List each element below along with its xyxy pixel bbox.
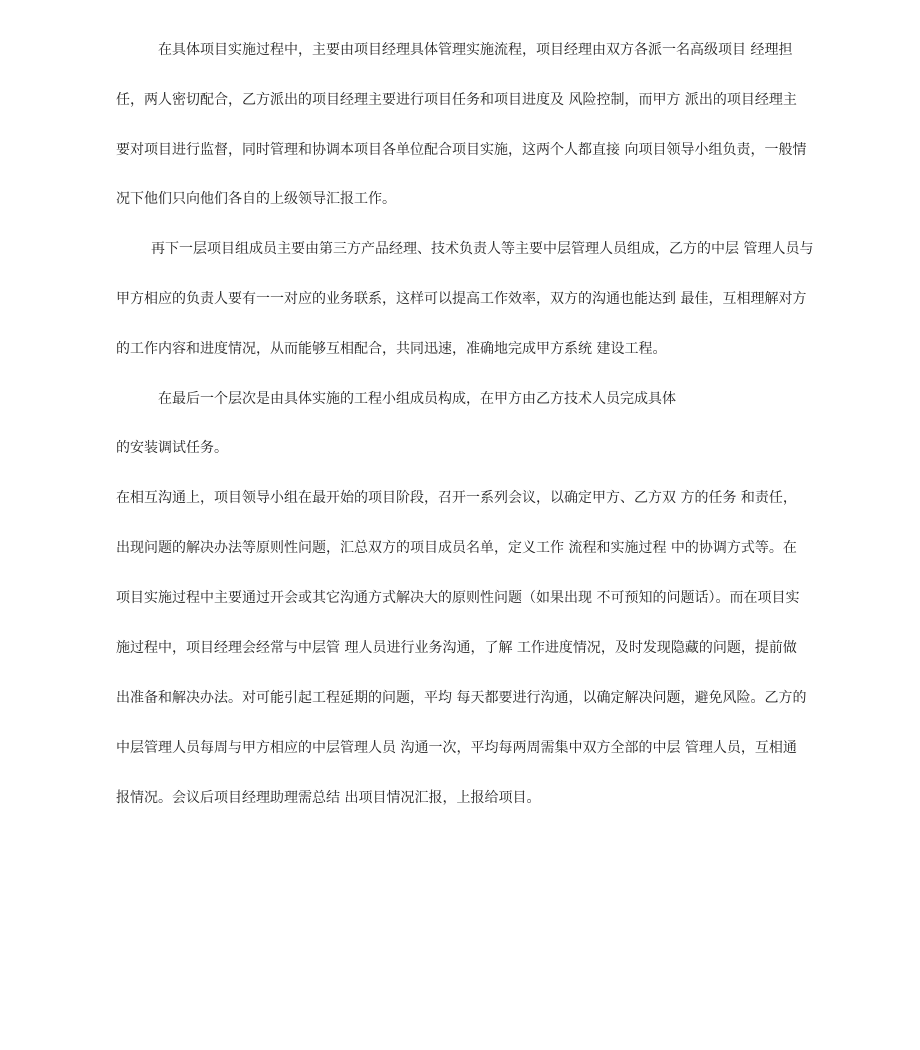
paragraph-1-line-2: 任，两人密切配合，乙方派出的项目经理主要进行项目任务和项目进度及 风险控制，而甲方 派出的项目经理主 (116, 92, 797, 108)
paragraph-4-line-7: 报情况。会议后项目经理助理需总结 出项目情况汇报，上报给项目。 (116, 790, 541, 806)
paragraph-4-line-6: 中层管理人员每周与甲方相应的中层管理人员 沟通一次，平均每两周需集中双方全部的中层 管理人员，互相通 (116, 740, 797, 756)
paragraph-2-line-2: 甲方相应的负责人要有一一对应的业务联系，这样可以提高工作效率，双方的沟通也能达到 最佳，互相理解对方 (116, 291, 807, 307)
paragraph-4-line-5: 出准备和解决办法。对可能引起工程延期的问题，平均 每天都要进行沟通，以确定解决问题，避免风险。乙方的 (116, 690, 807, 706)
paragraph-2-line-1: 再下一层项目组成员主要由第三方产品经理、技术负责人等主要中层管理人员组成，乙方的中层 管理人员与 (151, 241, 814, 257)
paragraph-3-line-1: 在最后一个层次是由具体实施的工程小组成员构成，在甲方由乙方技术人员完成具体 (158, 391, 676, 407)
paragraph-4-line-1: 在相互沟通上，项目领导小组在最开始的项目阶段，召开一系列会议，以确定甲方、乙方双 方的任务 和责任， (116, 490, 797, 506)
paragraph-3-line-2: 的安装调试任务。 (116, 440, 228, 456)
paragraph-4-line-4: 施过程中，项目经理会经常与中层管 理人员进行业务沟通，了解 工作进度情况，及时发现隐藏的问题，提前做 (116, 640, 797, 656)
paragraph-1-line-3: 要对项目进行监督，同时管理和协调本项目各单位配合项目实施，这两个人都直接 向项目领导小组负责，一般情 (116, 142, 807, 158)
paragraph-1-line-1: 在具体项目实施过程中，主要由项目经理具体管理实施流程，项目经理由双方各派一名高级项目 经理担 (158, 42, 793, 58)
paragraph-4-line-2: 出现问题的解决办法等原则性问题，汇总双方的项目成员名单，定义工作 流程和实施过程 中的协调方式等。在 (116, 540, 797, 556)
paragraph-2-line-3: 的工作内容和进度情况，从而能够互相配合，共同迅速，准确地完成甲方系统 建设工程。 (116, 341, 667, 357)
paragraph-4-line-3: 项目实施过程中主要通过开会或其它沟通方式解决大的原则性问题（如果出现 不可预知的问题话）。而在项目实 (116, 590, 800, 606)
paragraph-1-line-4: 况下他们只向他们各自的上级领导汇报工作。 (116, 191, 396, 207)
